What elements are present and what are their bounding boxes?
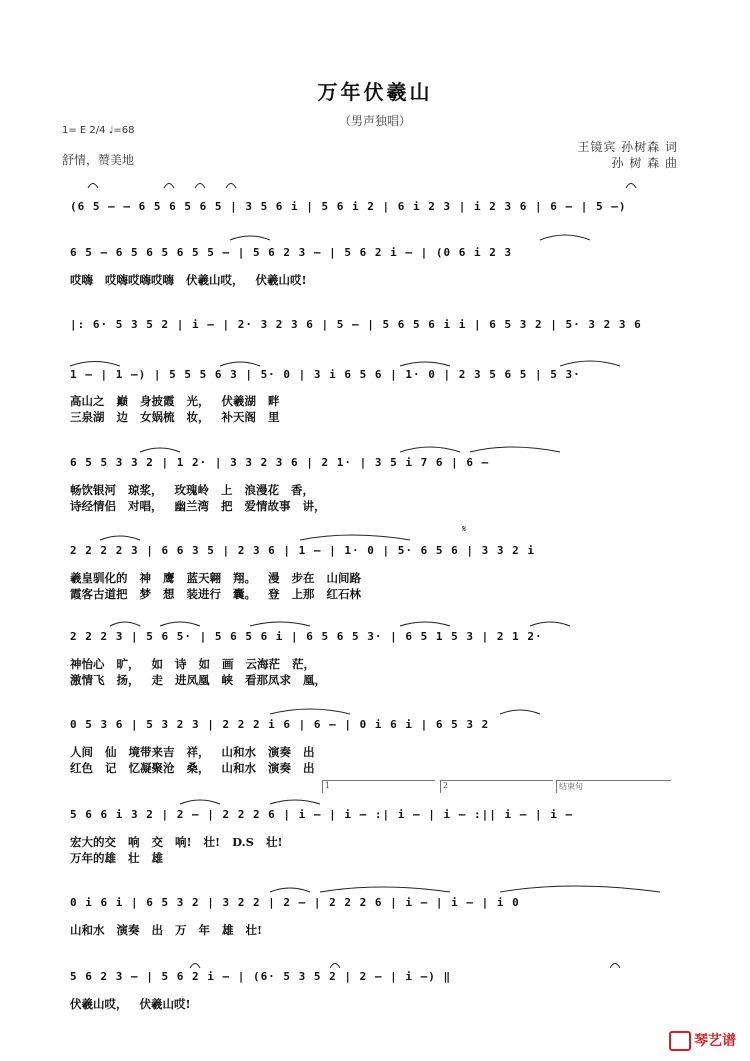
- notation-line: (6 5 — — 6 5 6 5 6 5 | 3 5 6 i | 5 6 i 2 | 6 i 2 3 | i 2 3 6 | 6 — | 5 —): [70, 200, 627, 213]
- slur-marks: [70, 702, 676, 716]
- lyricist: 王镜宾 孙树森 词: [577, 140, 678, 154]
- volta-ending: 结束句: [556, 780, 671, 793]
- notation-line: 2 2 2 2 3 | 6 6 3 5 | 2 3 6 | 1 — | 1· 0 | 5· 6 5 6 | 3 3 2 i: [70, 544, 535, 557]
- lyrics-line-2: 万年的雄 壮 雄: [70, 851, 164, 865]
- tempo-mark: 舒情，赞美地: [62, 153, 135, 167]
- volta-2: 2: [440, 780, 553, 793]
- lyrics-line-1: 高山之 巅 身披霞 光， 伏羲湖 畔: [70, 394, 280, 408]
- notation-line: 2 2 2 3 | 5 6 5· | 5 6 5 6 i | 6 5 6 5 3· | 6 5 1 5 3 | 2 1 2·: [70, 630, 543, 643]
- composer: 孙 树 森 曲: [611, 156, 678, 170]
- notation-line: |: 6· 5 3 5 2 | i — | 2· 3 2 3 6 | 5 — | 5 6 5 6 i i | 6 5 3 2 | 5· 3 2 3 6: [70, 318, 642, 331]
- slur-marks: [70, 528, 676, 542]
- lyrics-line: 哎嗨 哎嗨哎嗨哎嗨 伏羲山哎， 伏羲山哎!: [70, 273, 307, 287]
- notation-line: 1 — | 1 —) | 5 5 5 6 3 | 5· 0 | 3 i 6 5 6 | 1· 0 | 2 3 5 6 5 | 5 3·: [70, 368, 581, 381]
- notation-line: 6 5 5 3 3 2 | 1 2· | 3 3 2 3 6 | 2 1· | 3 5 i 7 6 | 6 —: [70, 456, 490, 469]
- slur-marks: [70, 228, 676, 242]
- slur-marks: [70, 354, 676, 368]
- segno-mark: 𝄋: [462, 524, 467, 535]
- notation-line: 0 i 6 i | 6 5 3 2 | 3 2 2 | 2 — | 2 2 2 6 | i — | i — | i 0: [70, 896, 520, 909]
- slur-marks: [70, 440, 676, 454]
- lyrics-line-2: 诗经情侣 对唱， 幽兰湾 把 爱情故事 讲，: [70, 499, 326, 513]
- slur-marks: [70, 880, 676, 894]
- notation-line: 6 5 — 6 5 6 5 6 5 5 — | 5 6 2 3 — | 5 6 2 i — | (0 6 i 2 3: [70, 246, 513, 259]
- lyrics-line-1: 羲皇驯化的 神 鹰 蓝天翱 翔。 漫 步在 山间路: [70, 571, 362, 585]
- lyrics-line-1: 人间 仙 境带来吉 祥， 山和水 演奏 出: [70, 745, 315, 759]
- lyrics-line-2: 红色 记 忆凝聚沧 桑， 山和水 演奏 出: [70, 761, 315, 775]
- song-title: 万年伏羲山: [317, 80, 433, 104]
- slur-marks: [70, 792, 676, 806]
- notation-line: 5 6 2 3 — | 5 6 2 i — | (6· 5 3 5 2 | 2 — | i —) ‖: [70, 970, 452, 983]
- notation-line: 0 5 3 6 | 5 3 2 3 | 2 2 2 i 6 | 6 — | 0 i 6 i | 6 5 3 2: [70, 718, 490, 731]
- subtitle: （男声独唱）: [338, 114, 411, 128]
- lyrics-line-2: 三泉湖 边 女娲梳 妆， 补天阁 里: [70, 410, 280, 424]
- fermata-marks: [70, 176, 676, 190]
- lyrics-line-1: 伏羲山哎， 伏羲山哎!: [70, 997, 191, 1011]
- notation-line: 5 6 6 i 3 2 | 2 — | 2 2 2 6 | i — | i — :| i — | i — :|| i — | i —: [70, 808, 574, 821]
- key-signature: 1= E 2/4 ♩=68: [62, 125, 135, 136]
- logo-text: 琴艺谱: [694, 1033, 736, 1049]
- credits: [577, 139, 678, 171]
- slur-marks: [70, 614, 676, 628]
- fermata-marks: [70, 956, 676, 970]
- lyrics-line-1: 宏大的交 响 交 响! 壮! D.S 壮!: [70, 835, 283, 849]
- lyrics-line-1: 山和水 演奏 出 万 年 雄 壮!: [70, 923, 263, 937]
- lyrics-line-2: 激情飞 扬， 走 进凤凰 峡 看那凤求 凰，: [70, 673, 327, 687]
- volta-1: 1: [322, 780, 435, 793]
- site-logo: [669, 1030, 736, 1051]
- lyrics-line-1: 畅饮银河 琼浆， 玫瑰岭 上 浪漫花 香，: [70, 483, 315, 497]
- lyrics-line-2: 霞客古道把 梦 想 装进行 囊。 登 上那 红石林: [70, 587, 362, 601]
- logo-icon: [669, 1031, 691, 1051]
- lyrics-line-1: 神怡心 旷， 如 诗 如 画 云海茫 茫，: [70, 657, 316, 671]
